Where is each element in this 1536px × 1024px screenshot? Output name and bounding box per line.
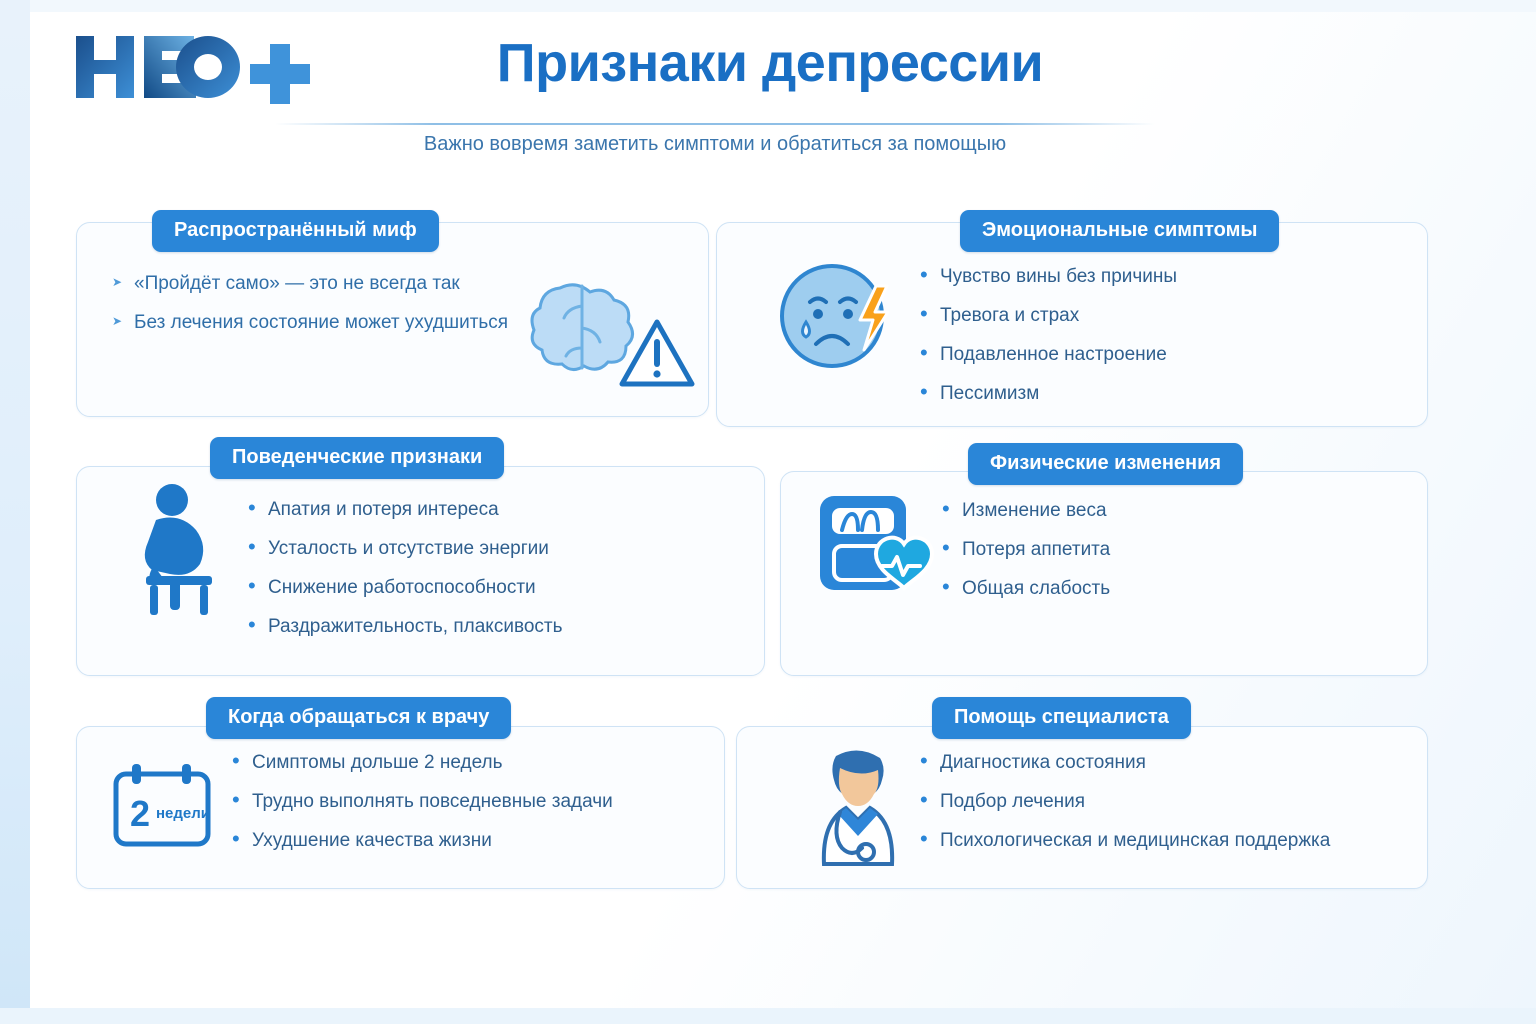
- card-help-title: Помощь специалиста: [932, 697, 1191, 739]
- card-emotional-list: [918, 266, 1177, 422]
- list-item: • Изменение веса: [940, 500, 1110, 522]
- card-behavioral-list: [246, 499, 563, 655]
- list-item: • Подбор лечения: [918, 791, 1330, 813]
- list-item: • Диагностика состояния: [918, 752, 1330, 774]
- doctor-icon: [800, 742, 915, 867]
- card-physical-list: [940, 500, 1110, 617]
- calendar-label: недели: [156, 805, 211, 822]
- page-subtitle: Важно вовремя заметить симптоми и обратиться за помощыю: [423, 133, 1007, 155]
- brain-warning-icon: [520, 258, 700, 398]
- list-item: • Чувство вины без причины: [918, 266, 1177, 288]
- title-divider: [275, 123, 1155, 125]
- list-item: • Раздражительность, плаксивость: [246, 616, 563, 638]
- list-item: • Потеря аппетита: [940, 539, 1110, 561]
- brand-logo: [72, 30, 312, 110]
- card-behavioral-title: Поведенческие признаки: [210, 437, 504, 479]
- calendar-number: 2: [130, 793, 151, 834]
- list-item: • Снижение работоспособности: [246, 577, 563, 599]
- list-item: • Подавленное настроение: [918, 344, 1177, 366]
- card-when-title: Когда обращаться к врачу: [206, 697, 511, 739]
- top-edge-band: [0, 0, 1536, 12]
- list-item: • Апатия и потеря интереса: [246, 499, 563, 521]
- weight-scale-heart-icon: [812, 486, 942, 611]
- card-emotional-title: Эмоциональные симптомы: [960, 210, 1279, 252]
- list-item: • Пессимизм: [918, 383, 1177, 405]
- list-item: ➤ Без лечения состояние может ухудшиться: [112, 312, 508, 334]
- sitting-person-icon: [126, 480, 246, 620]
- card-when-list: [230, 752, 613, 869]
- card-myth-list: [112, 273, 508, 351]
- list-item: • Психологическая и медицинская поддержка: [918, 830, 1330, 852]
- calendar-icon: [110, 760, 215, 850]
- card-help-list: [918, 752, 1330, 869]
- list-item: • Симптомы дольше 2 недель: [230, 752, 613, 774]
- list-item: ➤ «Пройдёт само» — это не всегда так: [112, 273, 508, 295]
- page-title: Признаки депрессии: [496, 33, 1044, 93]
- card-physical-title: Физические изменения: [968, 443, 1243, 485]
- card-myth-title: Распространённый миф: [152, 210, 439, 252]
- list-item: • Усталость и отсутствие энергии: [246, 538, 563, 560]
- bottom-edge-band: [0, 1008, 1536, 1024]
- list-item: • Ухудшение качества жизни: [230, 830, 613, 852]
- sad-face-icon: [776, 258, 906, 378]
- left-edge-band: [0, 0, 30, 1024]
- list-item: • Тревога и страх: [918, 305, 1177, 327]
- list-item: • Общая слабость: [940, 578, 1110, 600]
- list-item: • Трудно выполнять повседневные задачи: [230, 791, 613, 813]
